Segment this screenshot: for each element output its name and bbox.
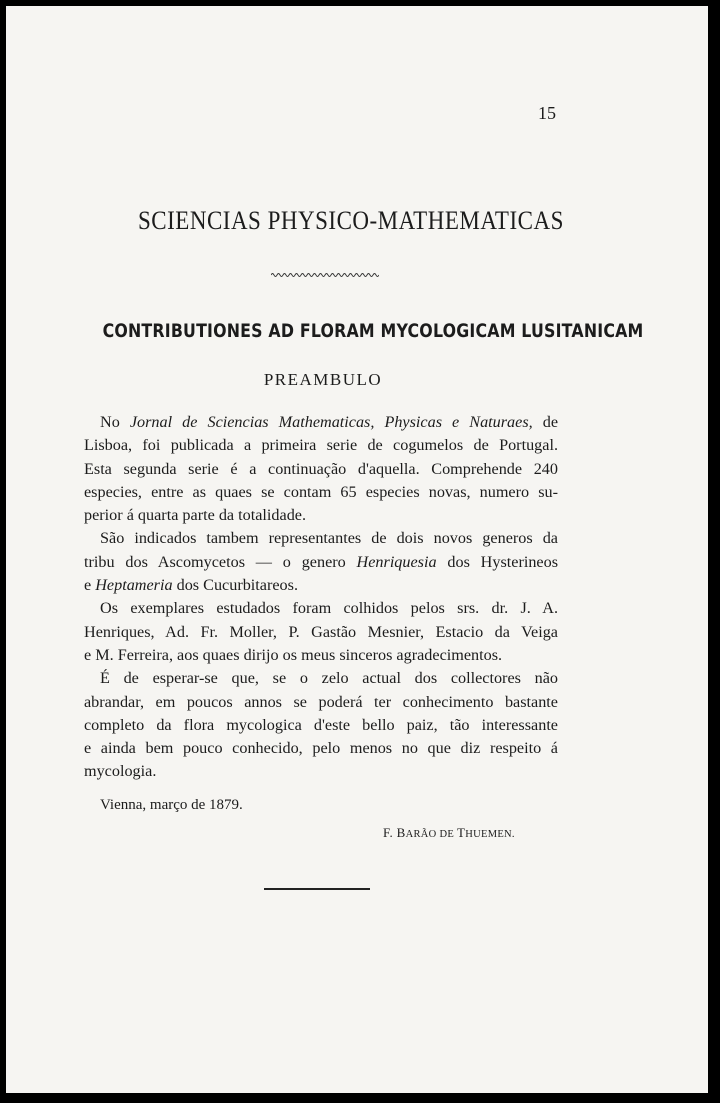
signature-part: ARÃO DE [405, 829, 457, 840]
signature-part: T [456, 825, 466, 840]
paragraph-4-line: completo da flora mycologica d'este bello paiz, tão interessante [84, 715, 558, 734]
text-run: dos Cucurbitareos. [172, 576, 298, 595]
paragraph-1-line: especies, entre as quaes se contam 65 especies novas, numero su- [84, 482, 558, 501]
article-title: CONTRIBUTIONES AD FLORAM MYCOLOGICAM LUSITANICAM [102, 320, 644, 343]
dateline: Vienna, março de 1879. [100, 797, 243, 813]
genus-name: Henriquesia [356, 552, 437, 571]
journal-title: Jornal de Sciencias Mathematicas, Physicas e Naturaes, [129, 413, 533, 431]
paragraph-4-line: e ainda bem pouco conhecido, pelo menos no que diz respeito á [84, 739, 558, 758]
paragraph-1-line: Esta segunda serie é a continuação d'aquella. Comprehende 240 [84, 459, 558, 478]
author-signature [383, 825, 515, 841]
genus-name: Heptameria [95, 576, 173, 595]
paragraph-1-line: perior á quarta parte da totalidade. [84, 506, 307, 525]
paragraph-4-line: abrandar, em poucos annos se poderá ter conhecimento bastante [84, 692, 558, 711]
paragraph-3-line: Henriques, Ad. Fr. Moller, P. Gastão Mesnier, Estacio da Veiga [84, 622, 558, 641]
paragraph-3-line: Os exemplares estudados foram colhidos pelos srs. dr. J. A. [100, 599, 558, 618]
signature-part: F. B [383, 825, 406, 840]
page-number: 15 [538, 103, 556, 123]
preamble-heading: PREAMBULO [263, 370, 383, 389]
paragraph-3-line: e M. Ferreira, aos quaes dirijo os meus sinceros agradecimentos. [84, 645, 503, 664]
wavy-rule-ornament [271, 271, 379, 279]
paragraph-4-line: mycologia. [84, 762, 157, 781]
paragraph-4-line: É de esperar-se que, se o zelo actual dos collectores não [100, 669, 558, 688]
signature-part: HUEMEN. [465, 829, 515, 840]
paragraph-1-line: Lisboa, foi publicada a primeira serie de cogumelos de Portugal. [84, 436, 558, 455]
end-rule [264, 888, 370, 890]
body-text [84, 411, 558, 784]
document-page [6, 6, 708, 1093]
section-title: SCIENCIAS PHYSICO-MATHEMATICAS [138, 206, 564, 235]
paragraph-1-line [84, 411, 558, 434]
paragraph-2-line [84, 574, 558, 597]
text-run: dos Hysterineos [436, 552, 559, 571]
text-run: tribu dos Ascomycetos — o genero [84, 552, 357, 571]
paragraph-2-line [84, 551, 558, 574]
text-run: e [84, 576, 96, 595]
paragraph-2-line: São indicados tambem representantes de dois novos generos da [100, 529, 558, 548]
text-run: de [532, 413, 559, 431]
text-run: No [100, 413, 130, 431]
